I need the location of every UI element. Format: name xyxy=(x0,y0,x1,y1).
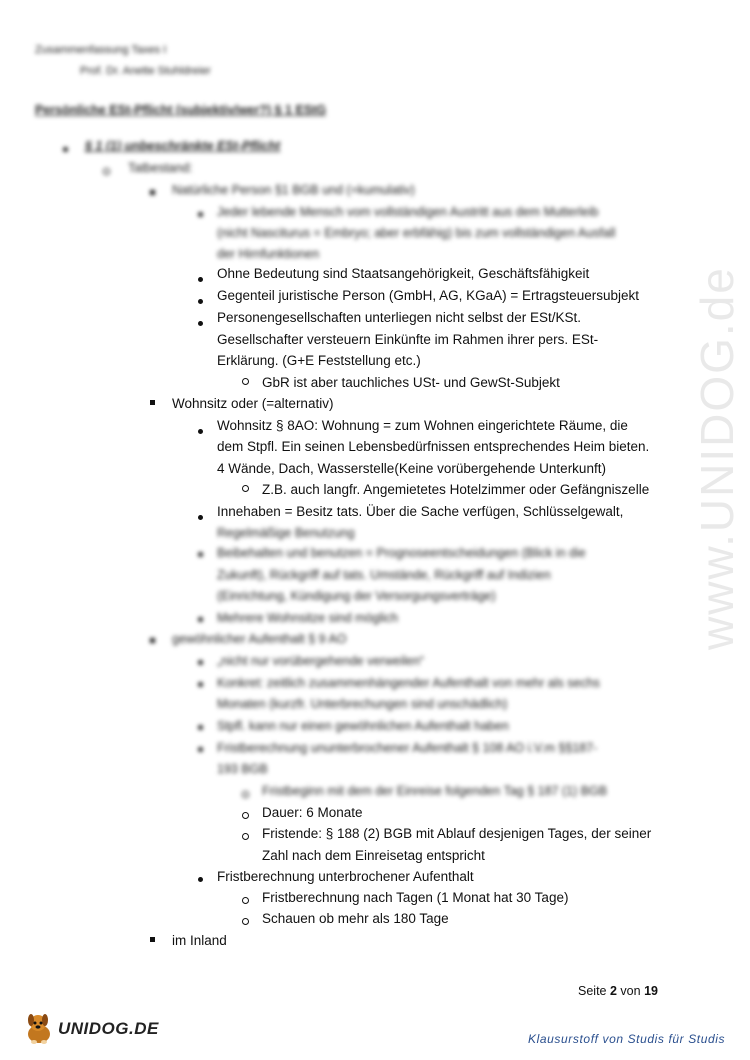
line-gbr: GbR ist aber tauchliches USt- und GewSt-Subjekt xyxy=(262,375,560,390)
bullet-square xyxy=(150,400,155,405)
line-180-tage: Schauen ob mehr als 180 Tage xyxy=(262,911,449,926)
bullet-circle xyxy=(103,168,110,175)
page-number xyxy=(578,984,658,998)
bullet-square xyxy=(150,190,155,195)
watermark: www.UNIDOG.de xyxy=(691,266,743,650)
bullet-circle xyxy=(242,833,249,840)
line-innehaben-2: Regelmäßige Benutzung xyxy=(217,526,355,540)
line-nach-tagen: Fristberechnung nach Tagen (1 Monat hat 30 Tage) xyxy=(262,890,569,905)
line-wohnsitz-oder: Wohnsitz oder (=alternativ) xyxy=(172,396,334,411)
line-jeder-mensch-1: Jeder lebende Mensch vom vollständigen Austritt aus dem Mutterleib xyxy=(217,205,599,219)
dog-icon xyxy=(22,1012,56,1046)
bullet-dot xyxy=(198,515,203,520)
line-personengesellschaften-2: Gesellschafter versteuern Einkünfte im Rahmen ihrer pers. ESt- xyxy=(217,332,599,347)
line-ohne-bedeutung: Ohne Bedeutung sind Staatsangehörigkeit, Geschäftsfähigkeit xyxy=(217,266,590,281)
line-fristbeginn: Fristbeginn mit dem der Einreise folgenden Tag § 187 (1) BGB xyxy=(262,784,608,798)
line-beibehalten-1: Beibehalten und benutzen = Prognoseentscheidungen (Blick in die xyxy=(217,546,586,560)
line-tatbestand: Tatbestand: xyxy=(128,161,193,175)
line-dauer: Dauer: 6 Monate xyxy=(262,805,363,820)
line-jeder-mensch-3: der Hirnfunktionen xyxy=(217,247,320,261)
section-heading: Persönliche ESt-Pflicht (subjektiv/wer?) § 1 EStG xyxy=(35,103,327,117)
line-fristende-2: Zahl nach dem Einreisetag entspricht xyxy=(262,848,485,863)
bullet-circle xyxy=(242,897,249,904)
line-hotelzimmer: Z.B. auch langfr. Angemietetes Hotelzimmer oder Gefängniszelle xyxy=(262,482,650,497)
line-beibehalten-2: Zukunft), Rückgriff auf tats. Umstände, Rückgriff auf Indizien xyxy=(217,568,551,582)
bullet-square xyxy=(150,937,155,942)
bullet-circle xyxy=(242,791,249,798)
line-konkret-1: Konkret: zeitlich zusammenhängender Aufenthalt von mehr als sechs xyxy=(217,676,600,690)
line-natuerliche-person: Natürliche Person §1 BGB und (=kumulativ) xyxy=(172,183,415,197)
line-unbeschraenkt: § 1 (1) unbeschränkte ESt-Pflicht xyxy=(85,139,281,153)
page-current: 2 xyxy=(609,984,617,998)
bullet-dot xyxy=(63,147,68,152)
doc-header-title: Zusammenfassung Taxes I xyxy=(35,44,167,56)
footer-slogan: Klausurstoff von Studis für Studis xyxy=(528,1032,726,1046)
line-beibehalten-3: (Einrichtung, Kündigung der Versorgungsverträge) xyxy=(217,589,496,603)
line-gegenteil: Gegenteil juristische Person (GmbH, AG, KGaA) = Ertragsteuersubjekt xyxy=(217,288,640,303)
line-wohnsitz-8ao-2: dem Stpfl. Ein seinen Lebensbedürfnissen entsprechendes Heim bieten. xyxy=(217,439,650,454)
page-total: 19 xyxy=(644,984,658,998)
bullet-dot xyxy=(198,877,203,882)
line-personengesellschaften-1: Personengesellschaften unterliegen nicht selbst der ESt/KSt. xyxy=(217,310,581,325)
line-nur-einen: Stpfl. kann nur einen gewöhnlichen Aufenthalt haben xyxy=(217,719,509,733)
bullet-dot xyxy=(198,321,203,326)
bullet-circle xyxy=(242,918,249,925)
bullet-dot xyxy=(198,747,203,752)
bullet-dot xyxy=(198,682,203,687)
bullet-dot xyxy=(198,429,203,434)
line-nicht-nur: „nicht nur vorübergehende verweilen“ xyxy=(217,654,425,668)
bullet-dot xyxy=(198,617,203,622)
bullet-dot xyxy=(198,277,203,282)
line-gewoehnlicher-aufenthalt: gewöhnlicher Aufenthalt § 9 AO xyxy=(172,632,347,646)
page-prefix: Seite xyxy=(578,984,607,998)
bullet-dot xyxy=(198,660,203,665)
bullet-dot xyxy=(198,299,203,304)
doc-header-author: Prof. Dr. Anette Stuhldreier xyxy=(80,65,211,77)
page-sep: von xyxy=(620,984,641,998)
line-jeder-mensch-2: (nicht Nasciturus = Embryo; aber erbfähig) bis zum vollständigen Ausfall xyxy=(217,226,616,240)
line-fristende-1: Fristende: § 188 (2) BGB mit Ablauf desjenigen Tages, der seiner xyxy=(262,826,652,841)
line-fristberechnung-unterbrochen: Fristberechnung unterbrochener Aufenthalt xyxy=(217,869,474,884)
bullet-dot xyxy=(198,212,203,217)
bullet-circle xyxy=(242,378,249,385)
unidog-logo xyxy=(22,1012,159,1046)
line-fristberechnung-ununterbrochen-1: Fristberechnung ununterbrochener Aufenthalt § 108 AO i.V.m §§187- xyxy=(217,741,598,755)
line-mehrere-wohnsitze: Mehrere Wohnsitze sind möglich xyxy=(217,611,399,625)
bullet-circle xyxy=(242,812,249,819)
bullet-dot xyxy=(198,552,203,557)
line-innehaben-1: Innehaben = Besitz tats. Über die Sache verfügen, Schlüsselgewalt, xyxy=(217,504,624,519)
logo-text: UNIDOG.DE xyxy=(58,1019,159,1038)
bullet-square xyxy=(150,638,155,643)
line-fristberechnung-ununterbrochen-2: 193 BGB xyxy=(217,762,268,776)
line-wohnsitz-8ao-1: Wohnsitz § 8AO: Wohnung = zum Wohnen eingerichtete Räume, die xyxy=(217,418,628,433)
line-personengesellschaften-3: Erklärung. (G+E Feststellung etc.) xyxy=(217,353,421,368)
line-im-inland: im Inland xyxy=(172,933,227,948)
line-wohnsitz-8ao-3: 4 Wände, Dach, Wasserstelle(Keine vorübergehende Unterkunft) xyxy=(217,461,606,476)
bullet-circle xyxy=(242,485,249,492)
line-konkret-2: Monaten (kurzfr. Unterbrechungen sind unschädlich) xyxy=(217,697,508,711)
bullet-dot xyxy=(198,725,203,730)
